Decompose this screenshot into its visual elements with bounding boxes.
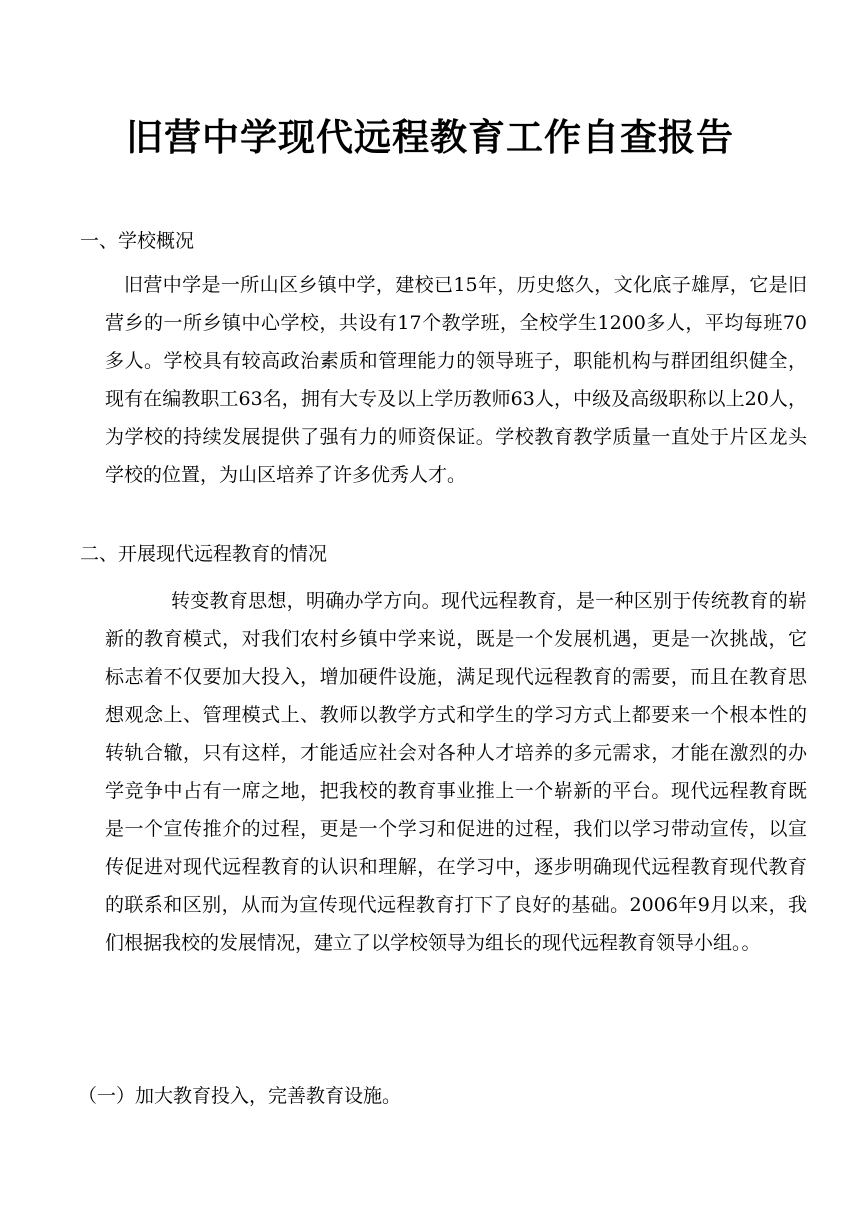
section-heading-school-overview: 一、学校概况 xyxy=(80,230,195,252)
section-heading-remote-education: 二、开展现代远程教育的情况 xyxy=(80,543,328,565)
subsection-heading-investment: （一）加大教育投入，完善教育设施。 xyxy=(78,1085,402,1107)
remote-education-paragraph: 转变教育思想，明确办学方向。现代远程教育，是一种区别于传统教育的崭新的教育模式，对我们农村乡镇中学来说，既是一个发展机遇，更是一次挑战，它标志着不仅要加大投入，增加硬件设施，满足现代远程教育的需要，而且在教育思想观念上、管理模式上、教师以教学方式和学生的学习方式上都要来一个根本性的转轨合辙，只有这样，才能适应社会对各种人才培养的多元需求，才能在激烈的办学竞争中占有一席之地，把我校的教育事业推上一个崭新的平台。现代远程教育既是一个宣传推介的过程，更是一个学习和促进的过程，我们以学习带动宣传，以宣传促进对现代远程教育的认识和理解，在学习中，逐步明确现代远程教育现代教育的联系和区别，从而为宣传现代远程教育打下了良好的基础。2006年9月以来，我们根据我校的发展情况，建立了以学校领导为组长的现代远程教育领导小组。。 xyxy=(105,590,807,954)
school-overview-paragraph: 旧营中学是一所山区乡镇中学，建校已15年，历史悠久，文化底子雄厚，它是旧营乡的一所乡镇中心学校，共设有17个教学班，全校学生1200多人，平均每班70多人。学校具有较高政治素质和管理能力的领导班子，职能机构与群团组织健全，现有在编教职工63名，拥有大专及以上学历教师63人，中级及高级职称以上20人，为学校的持续发展提供了强有力的师资保证。学校教育教学质量一直处于片区龙头学校的位置，为山区培养了许多优秀人才。 xyxy=(105,274,807,486)
document-title: 旧营中学现代远程教育工作自查报告 xyxy=(126,116,734,159)
